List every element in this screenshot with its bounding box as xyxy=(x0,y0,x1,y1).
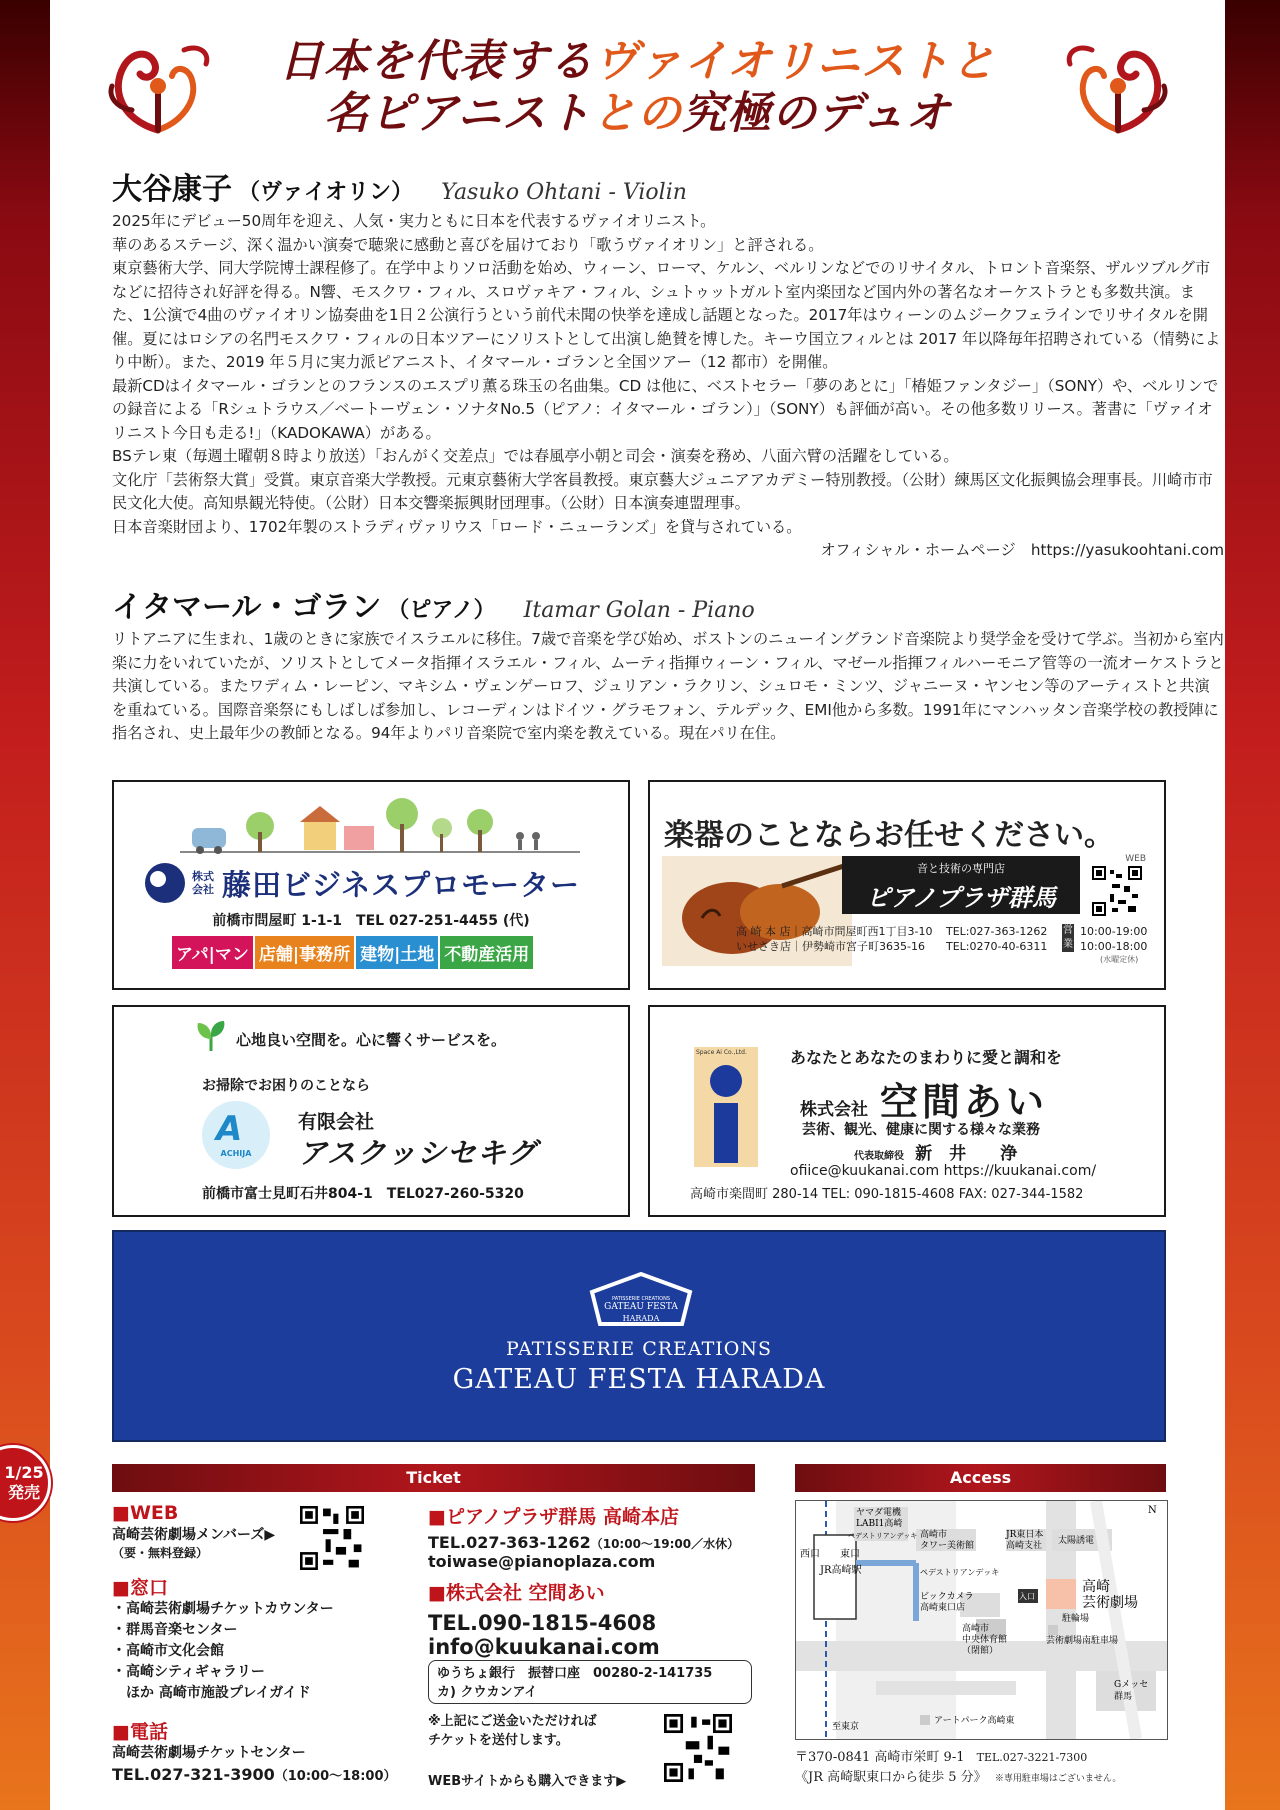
map-artpark: アートパーク高崎東 xyxy=(934,1716,1015,1726)
artist2-en-name: Itamar Golan - Piano xyxy=(523,598,755,623)
map-north-label: N xyxy=(1148,1505,1157,1516)
window-item: ・群馬音楽センター xyxy=(112,1622,238,1638)
release-badge xyxy=(0,1445,51,1521)
pianoplaza-qr-icon[interactable] xyxy=(1092,866,1142,916)
pianoplaza-hours xyxy=(1080,924,1147,954)
map-gym-3: （閉館） xyxy=(962,1646,999,1656)
access-tel: TEL.027-3221-7300 xyxy=(976,1751,1088,1764)
artist1-en-name: Yasuko Ohtani - Violin xyxy=(441,180,687,205)
access-address: 〒370-0841 高崎市栄町 9-1 xyxy=(795,1750,965,1765)
access-note: ※専用駐車場はございません。 xyxy=(994,1774,1122,1784)
leaf-icon xyxy=(194,1021,228,1051)
map-lab: LABI1高崎 xyxy=(856,1519,903,1529)
kukan-rep-name: 新 井 浄 xyxy=(915,1144,1018,1164)
map-gym-1: 高崎市 xyxy=(962,1624,990,1634)
map-gym-2: 中央体育館 xyxy=(962,1635,1008,1645)
pianoplaza-brand: ピアノプラザ群馬 xyxy=(865,884,1057,912)
access-address-row xyxy=(795,1746,1087,1765)
kukan-name-row xyxy=(800,1071,1048,1126)
map-ped-deck-1: ペデストリアンデッキ xyxy=(848,1532,918,1540)
phone-tel: TEL.027-321-3900 xyxy=(112,1765,275,1784)
phone-center: 高崎芸術劇場チケットセンター xyxy=(112,1745,306,1761)
flyer-sheet xyxy=(50,0,1225,1810)
map-taiyo: 太陽誘電 xyxy=(1058,1536,1095,1546)
ka-mail[interactable]: info@kuukanai.com xyxy=(428,1635,660,1659)
kukan-tagline: あなたとあなたのまわりに愛と調和を xyxy=(790,1048,1063,1067)
fujita-address: 前橋市問屋町 1-1-1 TEL 027-251-4455 (代) xyxy=(212,913,530,929)
hours-label: 営業 xyxy=(1063,925,1073,950)
map-theater-2: 芸術劇場 xyxy=(1082,1595,1138,1611)
kukan-contact: ofiice@kuukanai.com https://kuukanai.com/ xyxy=(790,1163,1097,1179)
ad-asukushi xyxy=(112,1005,630,1217)
kukan-logo-small: Space Ai Co.,Ltd. xyxy=(696,1049,747,1056)
ticket-note xyxy=(428,1712,597,1750)
fujita-tags xyxy=(172,936,533,969)
headline-part: 日本を代表する xyxy=(278,36,594,87)
bank-box xyxy=(428,1660,752,1704)
web-heading: ■WEB xyxy=(112,1502,179,1524)
asukushi-logo-text: ACHIJA xyxy=(220,1149,252,1158)
pianoplaza-stores: 高 崎 本 店｜高崎市問屋町西1丁目3-10 いせさき店｜伊勢崎市宮子町3635-16 xyxy=(736,925,933,953)
map-gmesse-2: 群馬 xyxy=(1114,1692,1133,1702)
fujita-prefix: 株式会社 xyxy=(192,870,214,896)
window-item: ・高崎市文化会館 xyxy=(112,1643,224,1659)
ticket-kukanai xyxy=(428,1578,660,1659)
tag-tatemono: 建物|土地 xyxy=(356,936,438,969)
map-ped-deck-2: ペデストリアンデッキ xyxy=(920,1568,1000,1577)
asukushi-mark-icon: A xyxy=(216,1109,243,1149)
map-bic-1: ビックカメラ xyxy=(920,1592,974,1602)
kukan-prefix: 株式会社 xyxy=(800,1100,868,1120)
ka-heading: ■株式会社 空間あい xyxy=(428,1582,605,1604)
kukan-rep-label: 代表取締役 xyxy=(854,1151,904,1162)
fujita-name: 藤田ビジネスプロモーター xyxy=(222,867,580,902)
store1-tel: TEL:027-363-1262 xyxy=(946,925,1048,938)
web-members-link[interactable]: 高崎芸術劇場メンバーズ▶ xyxy=(112,1527,276,1543)
ad-kukanai xyxy=(648,1005,1166,1217)
map-museum-1: 高崎市 xyxy=(920,1530,948,1540)
artist2-role: （ピアノ） xyxy=(387,598,496,623)
gateau-logo-line2: HARADA xyxy=(622,1314,660,1323)
pianoplaza-tagline: 音と技術の専門店 xyxy=(917,862,1005,875)
hours-1: 10:00-19:00 xyxy=(1080,925,1148,938)
pianoplaza-tels xyxy=(946,924,1047,954)
artist1-heading xyxy=(112,164,687,208)
ticket-pianoplaza xyxy=(428,1502,739,1571)
tag-tenpo: 店舗|事務所 xyxy=(255,936,354,969)
ka-tel: TEL.090-1815-4608 xyxy=(428,1611,657,1635)
ticket-phone xyxy=(112,1722,397,1787)
gateau-line1: PATISSERIE CREATIONS xyxy=(506,1338,772,1360)
map-museum-2: タワー美術館 xyxy=(920,1541,975,1551)
headline-line-1 xyxy=(50,36,1225,88)
note-line-2: チケットを送付します。 xyxy=(428,1733,569,1748)
pp-hours: （10:00〜19:00／水休） xyxy=(590,1537,740,1551)
map-jr-east-2: 高崎支社 xyxy=(1006,1541,1043,1551)
asukushi-sub: お掃除でお困りのことなら xyxy=(202,1078,370,1094)
bank-line-2: カ) クウカンアイ xyxy=(437,1685,538,1700)
pp-tel: TEL.027-363-1262 xyxy=(428,1533,591,1552)
headline-part: ヴァイオリニストと xyxy=(593,36,997,87)
asukushi-logo xyxy=(202,1101,270,1169)
members-qr-icon[interactable] xyxy=(300,1506,364,1570)
map-yamada: ヤマダ電機 xyxy=(856,1508,902,1518)
map-to-tokyo: 至東京 xyxy=(832,1722,860,1732)
phone-heading: ■電話 xyxy=(112,1721,168,1743)
artist2-name: イタマール・ゴラン xyxy=(112,590,382,625)
tag-apaman: アパ|マン xyxy=(172,936,253,969)
official-url-link[interactable]: https://yasukoohtani.com xyxy=(1030,541,1224,559)
ticket-web xyxy=(112,1502,275,1561)
web-buy-link[interactable]: WEBサイトからも購入できます▶ xyxy=(428,1774,627,1789)
artist1-name: 大谷康子 xyxy=(112,172,232,207)
map-station-east: 東口 xyxy=(840,1549,860,1560)
kukan-address: 高崎市楽間町 280-14 TEL: 090-1815-4608 FAX: 027-344-1582 xyxy=(690,1187,1084,1202)
asukushi-tagline: 心地良い空間を。心に響くサービスを。 xyxy=(236,1031,507,1049)
bio-paragraph: BSテレ東（毎週土曜朝８時より放送）「おんがく交差点」では春風亭小朝と司会・演奏を務め、八面六臂の活躍をしている。 xyxy=(112,447,959,465)
artist2-bio xyxy=(112,628,1224,746)
tag-fudosan: 不動産活用 xyxy=(440,936,533,969)
store2-address: 伊勢崎市宮子町3635-16 xyxy=(802,940,925,953)
artist1-role: （ヴァイオリン） xyxy=(238,180,414,205)
badge-label: 発売 xyxy=(7,1483,40,1502)
info-section xyxy=(50,1460,1225,1810)
bio-paragraph: 2025年にデビュー50周年を迎え、人気・実力ともに日本を代表するヴァイオリニスト。 xyxy=(112,212,716,230)
bio-paragraph: リトアニアに生まれ、1歳のときに家族でイスラエルに移住。7歳で音楽を学び始め、ボストンのニューイングランド音楽院より奨学金を受けて学ぶ。当初から室内楽に力をいれていたが、ソリストとしてメータ指揮イスラエル・フィル、ムーティ指揮ウィーン・フィル、マゼール指揮フィルハーモニア管等の一流オーケストラと共演している。またワディム・レーピン、マキシム・ヴェンゲーロフ、ジュリアン・ラクリン、シュロモ・ミンツ、ジャニーヌ・ヤンセン等のアーティストと共演を重ねている。国際音楽祭にもしばしば参加し、レコーディンはドイツ・グラモフォン、テルデック、EMI他から多数。1991年にマンハッタン音楽学校の教授陣に指名され、史上最年少の教師となる。94年よりパリ音楽院で室内楽を教えている。現在パリ在住。 xyxy=(112,630,1224,742)
ad-pianoplaza xyxy=(648,780,1166,990)
map-gmesse-1: Gメッセ xyxy=(1114,1680,1149,1690)
access-walk: 《JR 高崎駅東口から徒歩 5 分》 xyxy=(795,1770,987,1785)
window-item: ・高崎芸術劇場チケットカウンター xyxy=(112,1601,334,1617)
official-label: オフィシャル・ホームページ xyxy=(820,541,1016,559)
pianoplaza-brand-box xyxy=(842,856,1080,914)
kukan-rep xyxy=(854,1139,1017,1164)
bank-line-1: ゆうちょ銀行 振替口座 00280-2-141735 xyxy=(437,1666,713,1681)
pianoplaza-headline: 楽器のことならお任せください。 xyxy=(664,818,1114,853)
window-item: ・高崎シティギャラリー xyxy=(112,1664,265,1680)
artist1-bio xyxy=(112,210,1224,563)
map-station-west: 西口 xyxy=(800,1549,820,1560)
web-note: （要・無料登録） xyxy=(112,1546,209,1560)
bio-paragraph: 東京藝術大学、同大学院博士課程修了。在学中よりソロ活動を始め、ウィーン、ローマ、ケルン、ベルリンなどでのリサイタル、トロント音楽祭、ザルツブルグ市などに招待され好評を得る。N響、モスクワ・フィル、スロヴァキア・フィル、シュトゥットガルト室内楽団など国内外の著名なオーケストラとも多数共演。また、1公演で4曲のヴァイオリン協奏曲を1日２公演行うという前代未聞の快挙を達成し話題となった。2017年はウィーンのムジークフェラインでリサイタルを開催。夏にはロシアの名門モスクワ・フィルの日本ツアーにソリストとして出演し絶賛を博した。キーウ国立フィルとは 2017 年以降毎年招聘されている（情勢により中断）。また、2019 年５月に実力派ピアニスト、イタマール・ゴランと全国ツアー（12 都市）を開催。 xyxy=(112,259,1221,371)
official-site xyxy=(112,539,1224,563)
purchase-qr-icon[interactable] xyxy=(664,1714,732,1782)
badge-date: 1/25 xyxy=(4,1463,44,1482)
map-entrance: 入口 xyxy=(1019,1592,1035,1601)
pp-mail[interactable]: toiwase@pianoplaza.com xyxy=(428,1552,656,1571)
kukan-business: 芸術、観光、健康に関する様々な業務 xyxy=(802,1122,1040,1138)
headline-part: との xyxy=(592,88,683,139)
bio-paragraph: 華のあるステージ、深く温かい演奏で聴衆に感動と喜びを届けており「歌うヴァイオリン」と評される。 xyxy=(112,235,824,254)
asukushi-prefix: 有限会社 xyxy=(298,1111,375,1133)
store1-name: 高 崎 本 店 xyxy=(736,925,791,938)
store2-name: いせさき店 xyxy=(736,940,791,953)
ticket-band: Ticket xyxy=(112,1464,755,1492)
access-map xyxy=(795,1500,1168,1740)
townscape-illustration-icon xyxy=(180,792,580,858)
pp-heading: ■ピアノプラザ群馬 高崎本店 xyxy=(428,1506,680,1528)
store2-tel: TEL:0270-40-6311 xyxy=(946,940,1048,953)
window-item: ほか 高崎市施設プレイガイド xyxy=(112,1685,311,1701)
window-heading: ■窓口 xyxy=(112,1577,168,1599)
asukushi-address: 前橋市富士見町石井804-1 TEL027-260-5320 xyxy=(202,1186,524,1202)
map-parking: 駐輪場 xyxy=(1062,1614,1090,1624)
fujita-mark-icon xyxy=(144,862,186,904)
artist2-heading xyxy=(112,582,755,626)
ad-gateau-festa-harada xyxy=(112,1230,1166,1442)
kukan-name: 空間あい xyxy=(880,1080,1049,1124)
store1-address: 高崎市問屋町西1丁目3-10 xyxy=(801,925,933,938)
access-band: Access xyxy=(795,1464,1166,1492)
map-south-parking: 芸術劇場南駐車場 xyxy=(1046,1636,1119,1646)
web-label: WEB xyxy=(1125,854,1146,864)
bio-paragraph: 文化庁「芸術祭大賞」受賞。東京音楽大学教授。元東京藝術大学客員教授。東京藝大ジュニアアカデミー特別教授。（公財）練馬区文化振興協会理事長。川崎市市民文化大使。高知県観光特使。（公財）日本交響楽振興財団理事。（公財）日本演奏連盟理事。 xyxy=(112,470,1213,512)
asukushi-name: アスクッシセキグ xyxy=(298,1136,537,1170)
gateau-logo-top: PATISSERIE CREATIONS xyxy=(612,1296,670,1302)
hours-2: 10:00-18:00 xyxy=(1080,940,1148,953)
bio-paragraph: 最新CDはイタマール・ゴランとのフランスのエスプリ薫る珠玉の名曲集。CD は他に、ベストセラー「夢のあとに」「椿姫ファンタジー」（SONY）や、ベルリンでの録音による「Rシュトラウス／ベートーヴェン・ソナタNo.5（ピアノ：イタマール・ゴラン）」（SONY）も評価が高い。その他多数リリース。著書に「ヴァイオリニスト今日も走る!」（KADOKAWA）がある。 xyxy=(112,376,1219,442)
map-theater-1: 高崎 xyxy=(1082,1579,1110,1595)
map-station-name: JR高崎駅 xyxy=(820,1565,862,1576)
headline-part: 究極のデュオ xyxy=(682,88,951,139)
kukan-i-mark-icon xyxy=(694,1057,758,1167)
header xyxy=(50,30,1225,150)
kukan-logo xyxy=(694,1047,758,1167)
ornament-right-icon xyxy=(1062,30,1174,140)
note-line-1: ※上記にご送金いただければ xyxy=(428,1714,597,1729)
map-jr-east-1: JR東日本 xyxy=(1006,1530,1044,1540)
gateau-logo-line1: GATEAU FESTA xyxy=(604,1302,678,1312)
headline-part: 名ピアニスト xyxy=(324,88,593,139)
closed-day: (水曜定休) xyxy=(1100,955,1139,964)
gateau-line2: GATEAU FESTA HARADA xyxy=(452,1364,826,1395)
ad-fujita xyxy=(112,780,630,990)
phone-hours: （10:00〜18:00） xyxy=(274,1769,397,1784)
headline-line-2 xyxy=(50,88,1225,140)
map-bic-2: 高崎東口店 xyxy=(920,1603,966,1613)
fujita-logo xyxy=(144,862,580,904)
access-walk-row xyxy=(795,1766,1121,1785)
ticket-window xyxy=(112,1578,334,1704)
bio-paragraph: 日本音楽財団より、1702年製のストラディヴァリウス「ロード・ニューランズ」を貸与されている。 xyxy=(112,517,802,536)
